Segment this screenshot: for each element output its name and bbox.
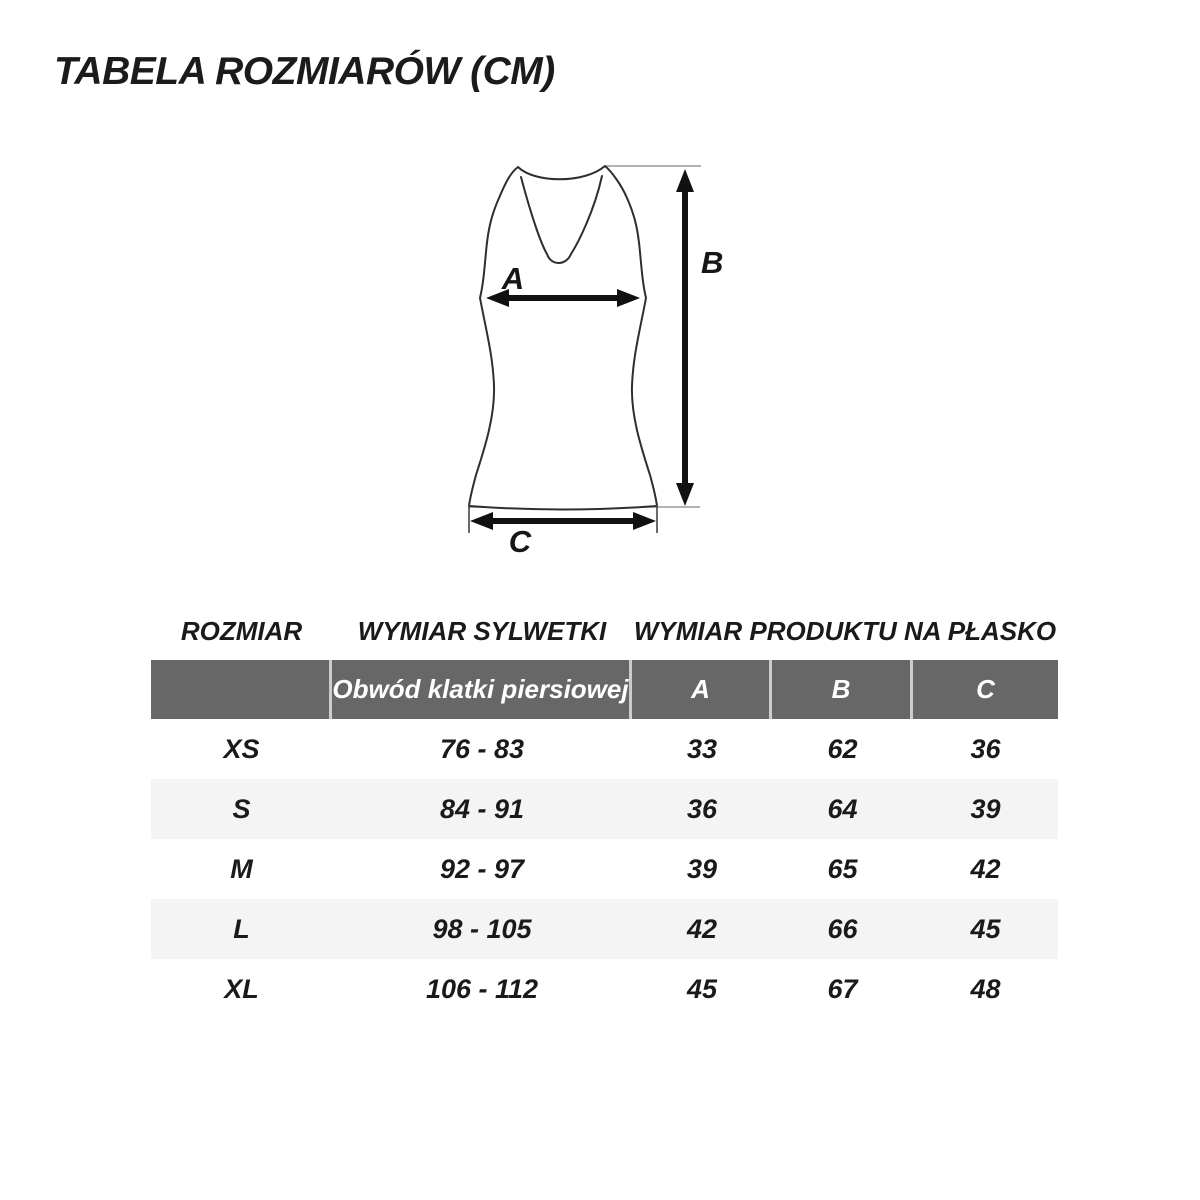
cell-size: M: [230, 853, 253, 884]
label-b: B: [701, 245, 724, 280]
cell-chest: 84 - 91: [439, 793, 525, 824]
cell-size: L: [233, 913, 250, 944]
group-header-rozmiar: ROZMIAR: [180, 615, 303, 646]
size-table: [151, 660, 1058, 1019]
tank-top-measurement-diagram: [415, 135, 795, 595]
cell-a: 42: [686, 913, 718, 944]
cell-c: 36: [970, 733, 1001, 764]
header-cell-c: C: [913, 660, 1058, 719]
cell-a: 36: [686, 793, 718, 824]
label-a: A: [501, 261, 525, 296]
table-row-l: [151, 899, 1058, 959]
measure-arrow-b: [676, 169, 694, 506]
cell-size: XS: [223, 733, 260, 764]
label-c: C: [508, 524, 532, 559]
cell-a: 39: [686, 853, 718, 884]
cell-c: 48: [970, 973, 1001, 1004]
cell-a: 45: [686, 973, 718, 1004]
cell-size: S: [232, 793, 251, 824]
tank-top-illustration: [469, 166, 657, 510]
cell-b: 64: [827, 793, 858, 824]
page-title: TABELA ROZMIARÓW (CM): [54, 50, 555, 93]
cell-c: 45: [970, 913, 1001, 944]
cell-chest: 92 - 97: [439, 853, 525, 884]
cell-b: 66: [827, 913, 858, 944]
tank-outline: [469, 166, 657, 510]
group-header-wymiar-produktu-na-plasko: WYMIAR PRODUKTU NA PŁASKO: [633, 615, 1057, 646]
cell-c: 42: [970, 853, 1001, 884]
group-header-wymiar-sylwetki: WYMIAR SYLWETKI: [357, 615, 607, 646]
cell-chest: 76 - 83: [439, 733, 525, 764]
cell-chest: 98 - 105: [432, 913, 532, 944]
table-row-s: [151, 779, 1058, 839]
cell-chest: 106 - 112: [425, 973, 539, 1004]
header-cell-a: A: [632, 660, 772, 719]
table-column-group-headers: [151, 612, 1058, 650]
cell-c: 39: [970, 793, 1001, 824]
cell-size: XL: [224, 973, 259, 1004]
cell-b: 62: [827, 733, 858, 764]
table-row-m: [151, 839, 1058, 899]
cell-b: 65: [827, 853, 858, 884]
table-row-xs: [151, 719, 1058, 779]
cell-a: 33: [686, 733, 718, 764]
header-cell-chest: Obwód klatki piersiowej: [332, 660, 632, 719]
table-header-row: [151, 660, 1058, 719]
header-cell-b: B: [772, 660, 913, 719]
table-row-xl: [151, 959, 1058, 1019]
header-cell-size: [151, 660, 332, 719]
cell-b: 67: [827, 973, 858, 1004]
